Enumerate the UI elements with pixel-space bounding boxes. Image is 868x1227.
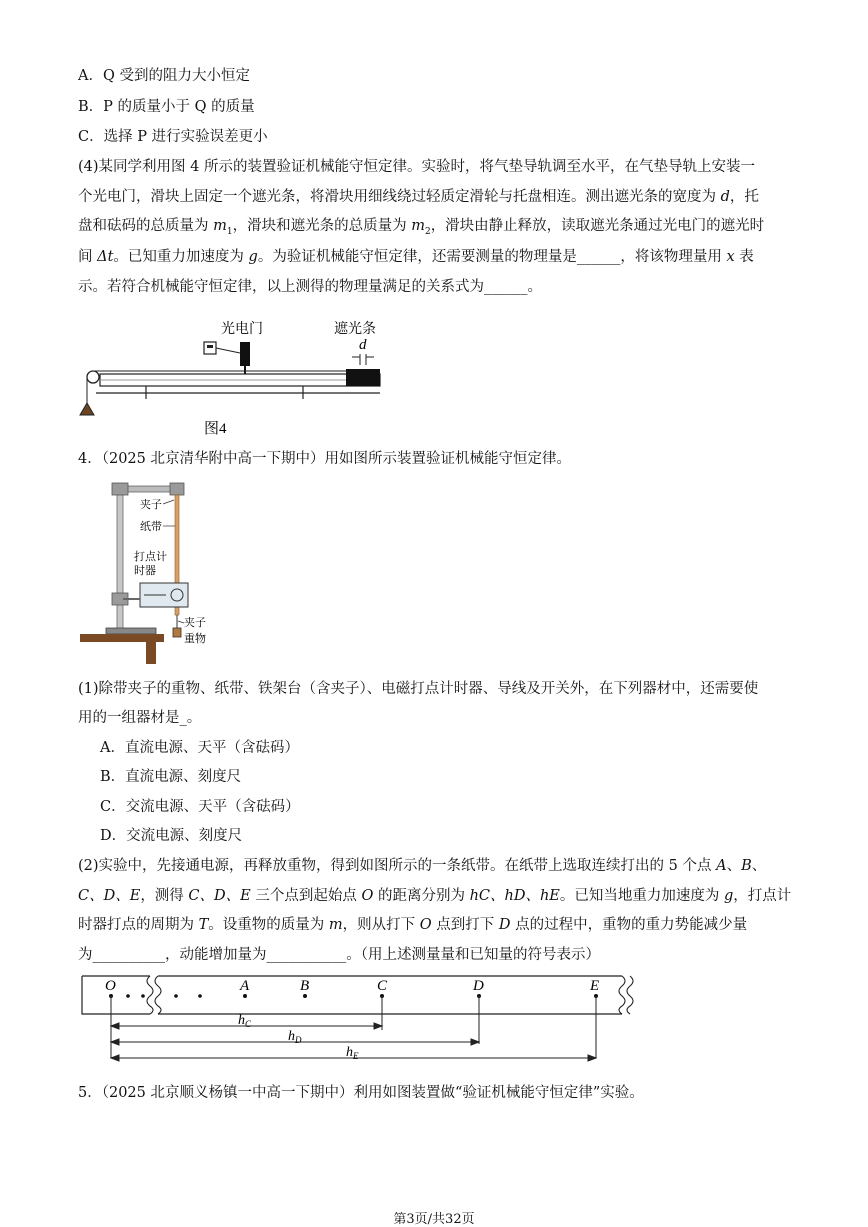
tape-label-B: B — [300, 978, 310, 994]
q4-choice-b: B．直流电源、刻度尺 — [100, 769, 242, 785]
q4-p2-line1: (2)实验中，先接通电源，再释放重物，得到如图所示的一条纸带。在纸带上选取连续打出的 5 个点 A、B、 — [78, 858, 767, 874]
label-tape: 纸带 — [140, 521, 162, 533]
q3-part4-line1: (4)某同学利用图 4 所示的装置验证机械能守恒定律。实验时，将气垫导轨调至水平，在气垫导轨上安装一 — [78, 159, 755, 175]
glider — [346, 369, 380, 386]
figure-4-caption: 图4 — [204, 421, 227, 437]
q5-title: 5．（2025 北京顺义杨镇一中高一下期中）利用如图装置做“验证机械能守恒定律”实验。 — [78, 1085, 644, 1101]
label-timer-1: 打点计 — [134, 551, 167, 563]
q3-part4-line2: 个光电门，滑块上固定一个遮光条，将滑块用细线绕过轻质定滑轮与托盘相连。测出遮光条的宽度为 d，托 — [78, 189, 759, 205]
figure-q4-apparatus — [80, 478, 220, 668]
q4-choice-a: A．直流电源、天平（含砝码） — [100, 740, 299, 756]
label-light-strip: 遮光条 — [334, 322, 376, 337]
figure-paper-tape — [78, 972, 638, 1068]
weight-icon — [173, 628, 181, 637]
label-timer-2: 时器 — [134, 565, 156, 577]
tape-dot-B — [303, 994, 307, 998]
tape-label-C: C — [377, 978, 388, 994]
tape-label-O: O — [105, 978, 116, 994]
top-clip — [170, 483, 184, 495]
label-d: d — [359, 337, 367, 353]
stand-rod — [117, 486, 123, 636]
q4-title: 4．（2025 北京清华附中高一下期中）用如图所示装置验证机械能守恒定律。 — [78, 451, 571, 467]
q4-p2-line2: C、D、E，测得 C、D、E 三个点到起始点 O 的距离分别为 hC、hD、hE。已知当地重力加速度为 g，打点计 — [78, 888, 792, 904]
q3-part4-line3: 盘和砝码的总质量为 $m_1$，滑块和遮光条的总质量为 $m_2$，滑块由静止释放，读取遮光条通过光电门的遮光时 — [78, 218, 765, 237]
pulley-icon — [87, 371, 99, 383]
tray-weight-icon — [80, 403, 94, 415]
q4-p1-line1: (1)除带夹子的重物、纸带、铁架台（含夹子）、电磁打点计时器、导线及开关外，在下列器材中，还需要使 — [78, 681, 759, 697]
label-clip-top: 夹子 — [140, 499, 162, 511]
label-clip-bottom: 夹子 — [184, 617, 206, 629]
q4-p1-line2: 用的一组器材是_。 — [78, 710, 202, 726]
figure-4-air-track — [76, 313, 396, 443]
page-footer: 第3页/共32页 — [393, 1212, 475, 1227]
q4-p2-line4: 为__________，动能增加量为___________。（用上述测量量和已知量的符号表示） — [78, 947, 600, 963]
tape-label-hd: $h_D$ — [288, 1029, 302, 1045]
q4-choice-d: D．交流电源、刻度尺 — [100, 828, 243, 844]
photogate-sensor — [240, 342, 250, 366]
label-weight: 重物 — [184, 633, 206, 645]
table — [80, 634, 164, 642]
option-c: C．选择 P 进行实验误差更小 — [78, 129, 268, 145]
tape-label-E: E — [590, 978, 600, 994]
label-photogate: 光电门 — [221, 322, 263, 337]
option-b: B．P 的质量小于 Q 的质量 — [78, 99, 255, 115]
option-a: A．Q 受到的阻力大小恒定 — [78, 68, 250, 84]
q4-p2-line3: 时器打点的周期为 T。设重物的质量为 m，则从打下 O 点到打下 D 点的过程中，重物的重力势能减少量 — [78, 917, 748, 933]
q4-choice-c: C．交流电源、天平（含砝码） — [100, 799, 300, 815]
tape-label-D: D — [473, 978, 484, 994]
tape-label-he: $h_E$ — [346, 1045, 359, 1061]
tape-label-hc: $h_C$ — [238, 1013, 252, 1029]
q3-part4-line4: 间 Δt。已知重力加速度为 g。为验证机械能守恒定律，还需要测量的物理量是______，将该物理量用 x 表 — [78, 249, 754, 265]
tape-label-A: A — [240, 978, 250, 994]
tape-dot-A — [243, 994, 247, 998]
q3-part4-line5: 示。若符合机械能守恒定律，以上测得的物理量满足的关系式为______。 — [78, 279, 542, 295]
